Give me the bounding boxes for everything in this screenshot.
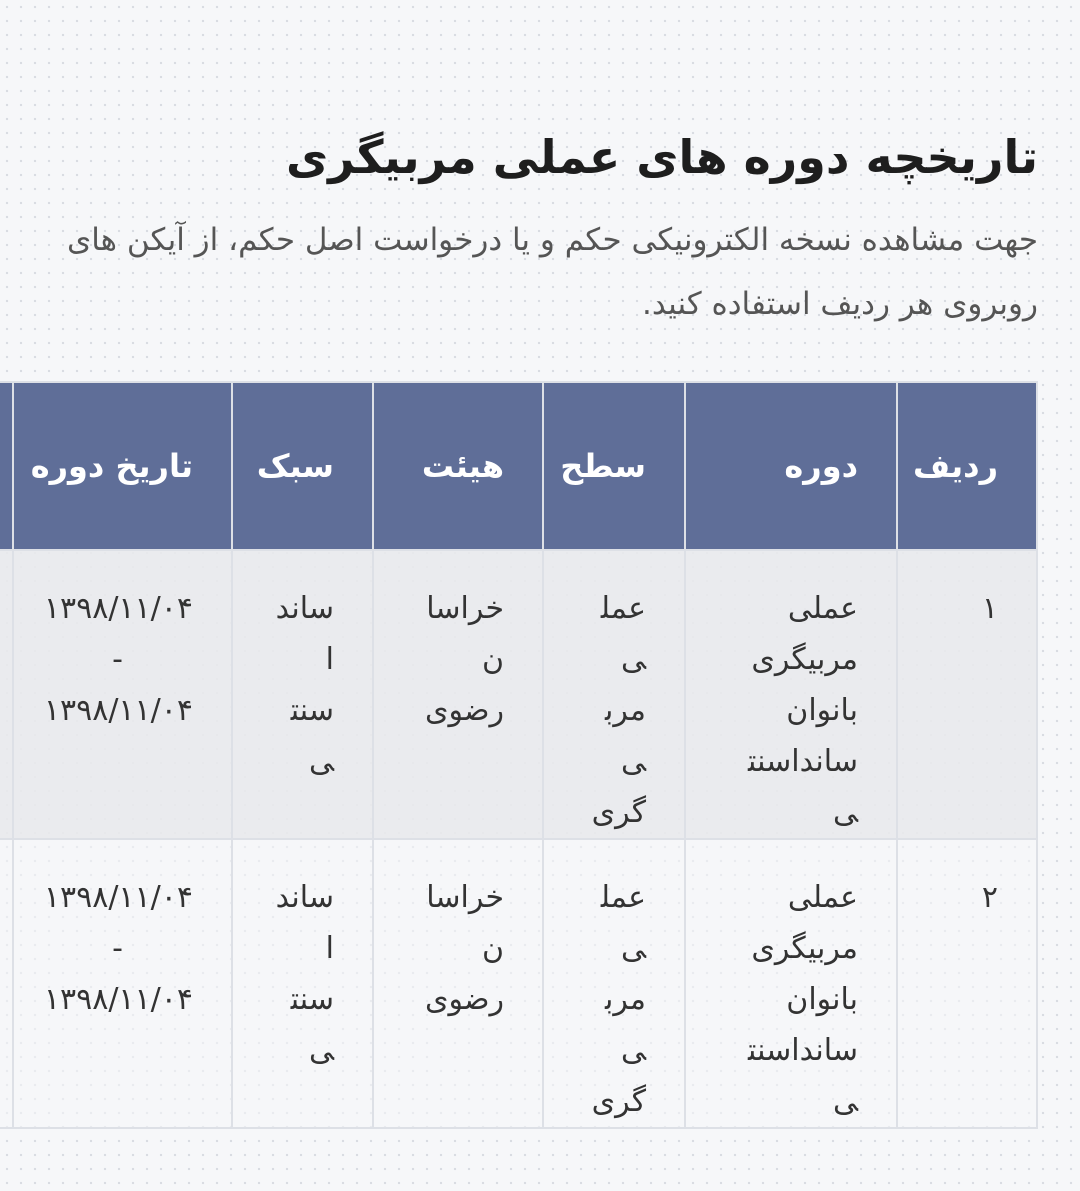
cell-course: عملی مربیگری بانوان سانداسنتی <box>685 550 897 839</box>
cell-level: عملی مربی گری <box>543 550 685 839</box>
date-end: ۱۳۹۸/۱۱/۰۴ <box>43 982 193 1017</box>
header-row-number: ردیف <box>897 382 1037 550</box>
cell-actions[interactable] <box>0 839 13 1128</box>
header-date: تاریخ دوره <box>13 382 232 550</box>
date-start: ۱۳۹۸/۱۱/۰۴ <box>43 880 193 915</box>
date-end: ۱۳۹۸/۱۱/۰۴ <box>43 693 193 728</box>
page-description: جهت مشاهده نسخه الکترونیکی حکم و یا درخواست اصل حکم، از آیکن های روبروی هر ردیف استفاده کنید. <box>66 222 1038 322</box>
cell-style: ساندا سنتی <box>232 550 373 839</box>
cell-actions[interactable] <box>0 550 13 839</box>
table-row <box>0 550 1037 839</box>
cell-date <box>13 839 232 1128</box>
header-board: هیئت <box>373 382 543 550</box>
date-separator: - <box>112 642 123 677</box>
cell-board: خراسان رضوی <box>373 550 543 839</box>
course-history-table <box>0 381 1038 1129</box>
cell-level: عملی مربی گری <box>543 839 685 1128</box>
cell-style: ساندا سنتی <box>232 839 373 1128</box>
cell-course: عملی مربیگری بانوان سانداسنتی <box>685 839 897 1128</box>
header-style: سبک <box>232 382 373 550</box>
cell-date <box>13 550 232 839</box>
date-start: ۱۳۹۸/۱۱/۰۴ <box>43 591 193 626</box>
cell-row-number: ۲ <box>897 839 1037 1128</box>
header-course: دوره <box>685 382 897 550</box>
cell-board: خراسان رضوی <box>373 839 543 1128</box>
table-row <box>0 839 1037 1128</box>
page-title: تاریخچه دوره های عملی مربیگری <box>286 130 1038 184</box>
cell-row-number: ۱ <box>897 550 1037 839</box>
header-level: سطح <box>543 382 685 550</box>
date-separator: - <box>112 931 123 966</box>
header-actions <box>0 382 13 550</box>
table-header-row <box>0 382 1037 550</box>
